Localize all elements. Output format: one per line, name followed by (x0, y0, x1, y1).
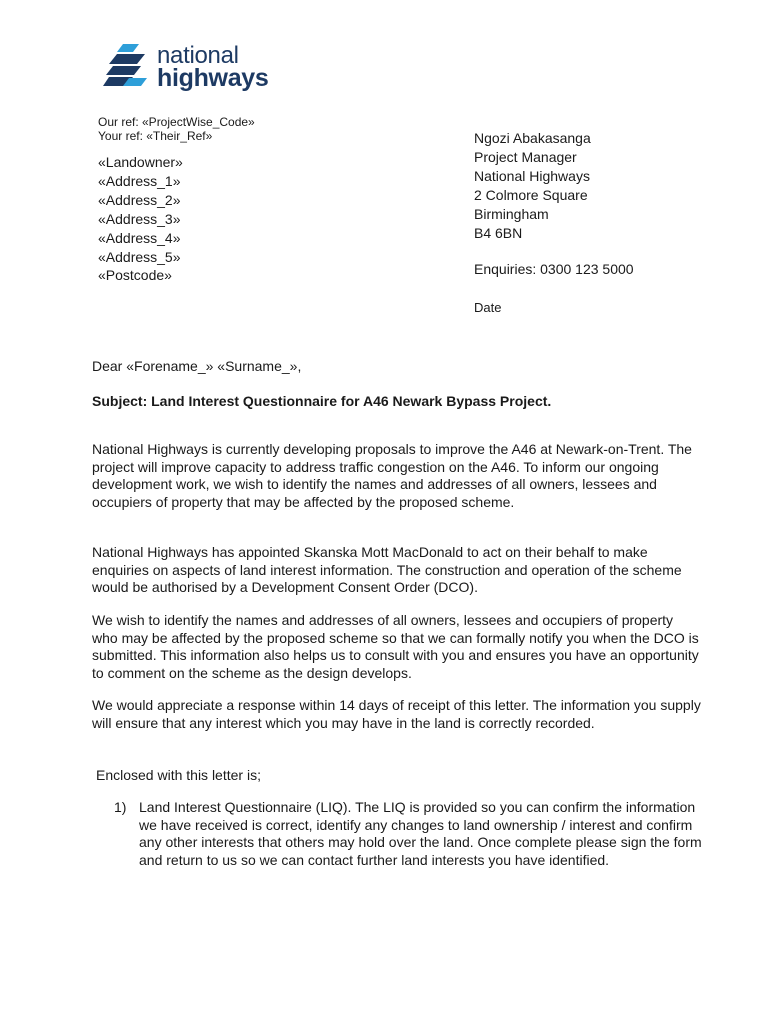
recipient-line: «Address_2» (98, 192, 181, 208)
sender-line: National Highways (474, 168, 590, 184)
subject-line: Subject: Land Interest Questionnaire for A46 Newark Bypass Project. (92, 393, 552, 409)
your-ref: Your ref: «Their_Ref» (98, 129, 213, 143)
sender-line: Birmingham (474, 206, 549, 222)
recipient-line: «Address_3» (98, 211, 181, 227)
sender-line: Ngozi Abakasanga (474, 130, 591, 146)
enclosed-intro: Enclosed with this letter is; (96, 767, 261, 783)
sender-line: Project Manager (474, 149, 577, 165)
enquiries-phone: Enquiries: 0300 123 5000 (474, 261, 634, 277)
recipient-line: «Address_4» (98, 230, 181, 246)
date-label: Date (474, 300, 502, 315)
reference-block (98, 115, 255, 143)
logo-wordmark (157, 42, 269, 91)
recipient-postcode: «Postcode» (98, 267, 172, 283)
recipient-address (98, 153, 183, 283)
sender-line: B4 6BN (474, 225, 523, 241)
enclosure-number: 1) (114, 799, 127, 815)
national-highways-logo-mark-icon (103, 42, 155, 94)
body-paragraph: National Highways has appointed Skanska Mott MacDonald to act on their behalf to make enquiries on aspects of land interest information. The construction and operation of the scheme would be authorised by a Development Consent Order (DCO). (92, 544, 682, 595)
recipient-line: «Address_1» (98, 173, 181, 189)
recipient-line: «Address_5» (98, 249, 181, 265)
sender-address (474, 129, 591, 243)
logo-word-national: national (157, 42, 239, 69)
body-paragraph: We wish to identify the names and addresses of all owners, lessees and occupiers of property who may be affected by the proposed scheme so that we can formally notify you when the DCO is submitted. This information also helps us to consult with you and ensures you have an opportunity to comment on the scheme as the design develops. (92, 612, 699, 681)
recipient-line: «Landowner» (98, 154, 183, 170)
our-ref: Our ref: «ProjectWise_Code» (98, 115, 255, 129)
body-paragraph: National Highways is currently developing proposals to improve the A46 at Newark-on-Trent. The project will improve capacity to address traffic congestion on the A46. To inform our ongoing development work, we wish to identify the names and addresses of all owners, lessees and occupiers of property that may be affected by the proposed scheme. (92, 441, 692, 510)
enclosure-text: Land Interest Questionnaire (LIQ). The LIQ is provided so you can confirm the information we have received is correct, identify any changes to land ownership / interest and confirm any other interests that others may hold over the land. Once complete please sign the form and return to us so we can contact further land interests you have identified. (139, 799, 702, 868)
body-paragraph: We would appreciate a response within 14 days of receipt of this letter. The information you supply will ensure that any interest which you may have in the land is correctly recorded. (92, 697, 701, 731)
national-highways-logo (103, 42, 283, 94)
salutation: Dear «Forename_» «Surname_», (92, 358, 302, 374)
sender-line: 2 Colmore Square (474, 187, 588, 203)
logo-word-highways: highways (157, 64, 269, 92)
